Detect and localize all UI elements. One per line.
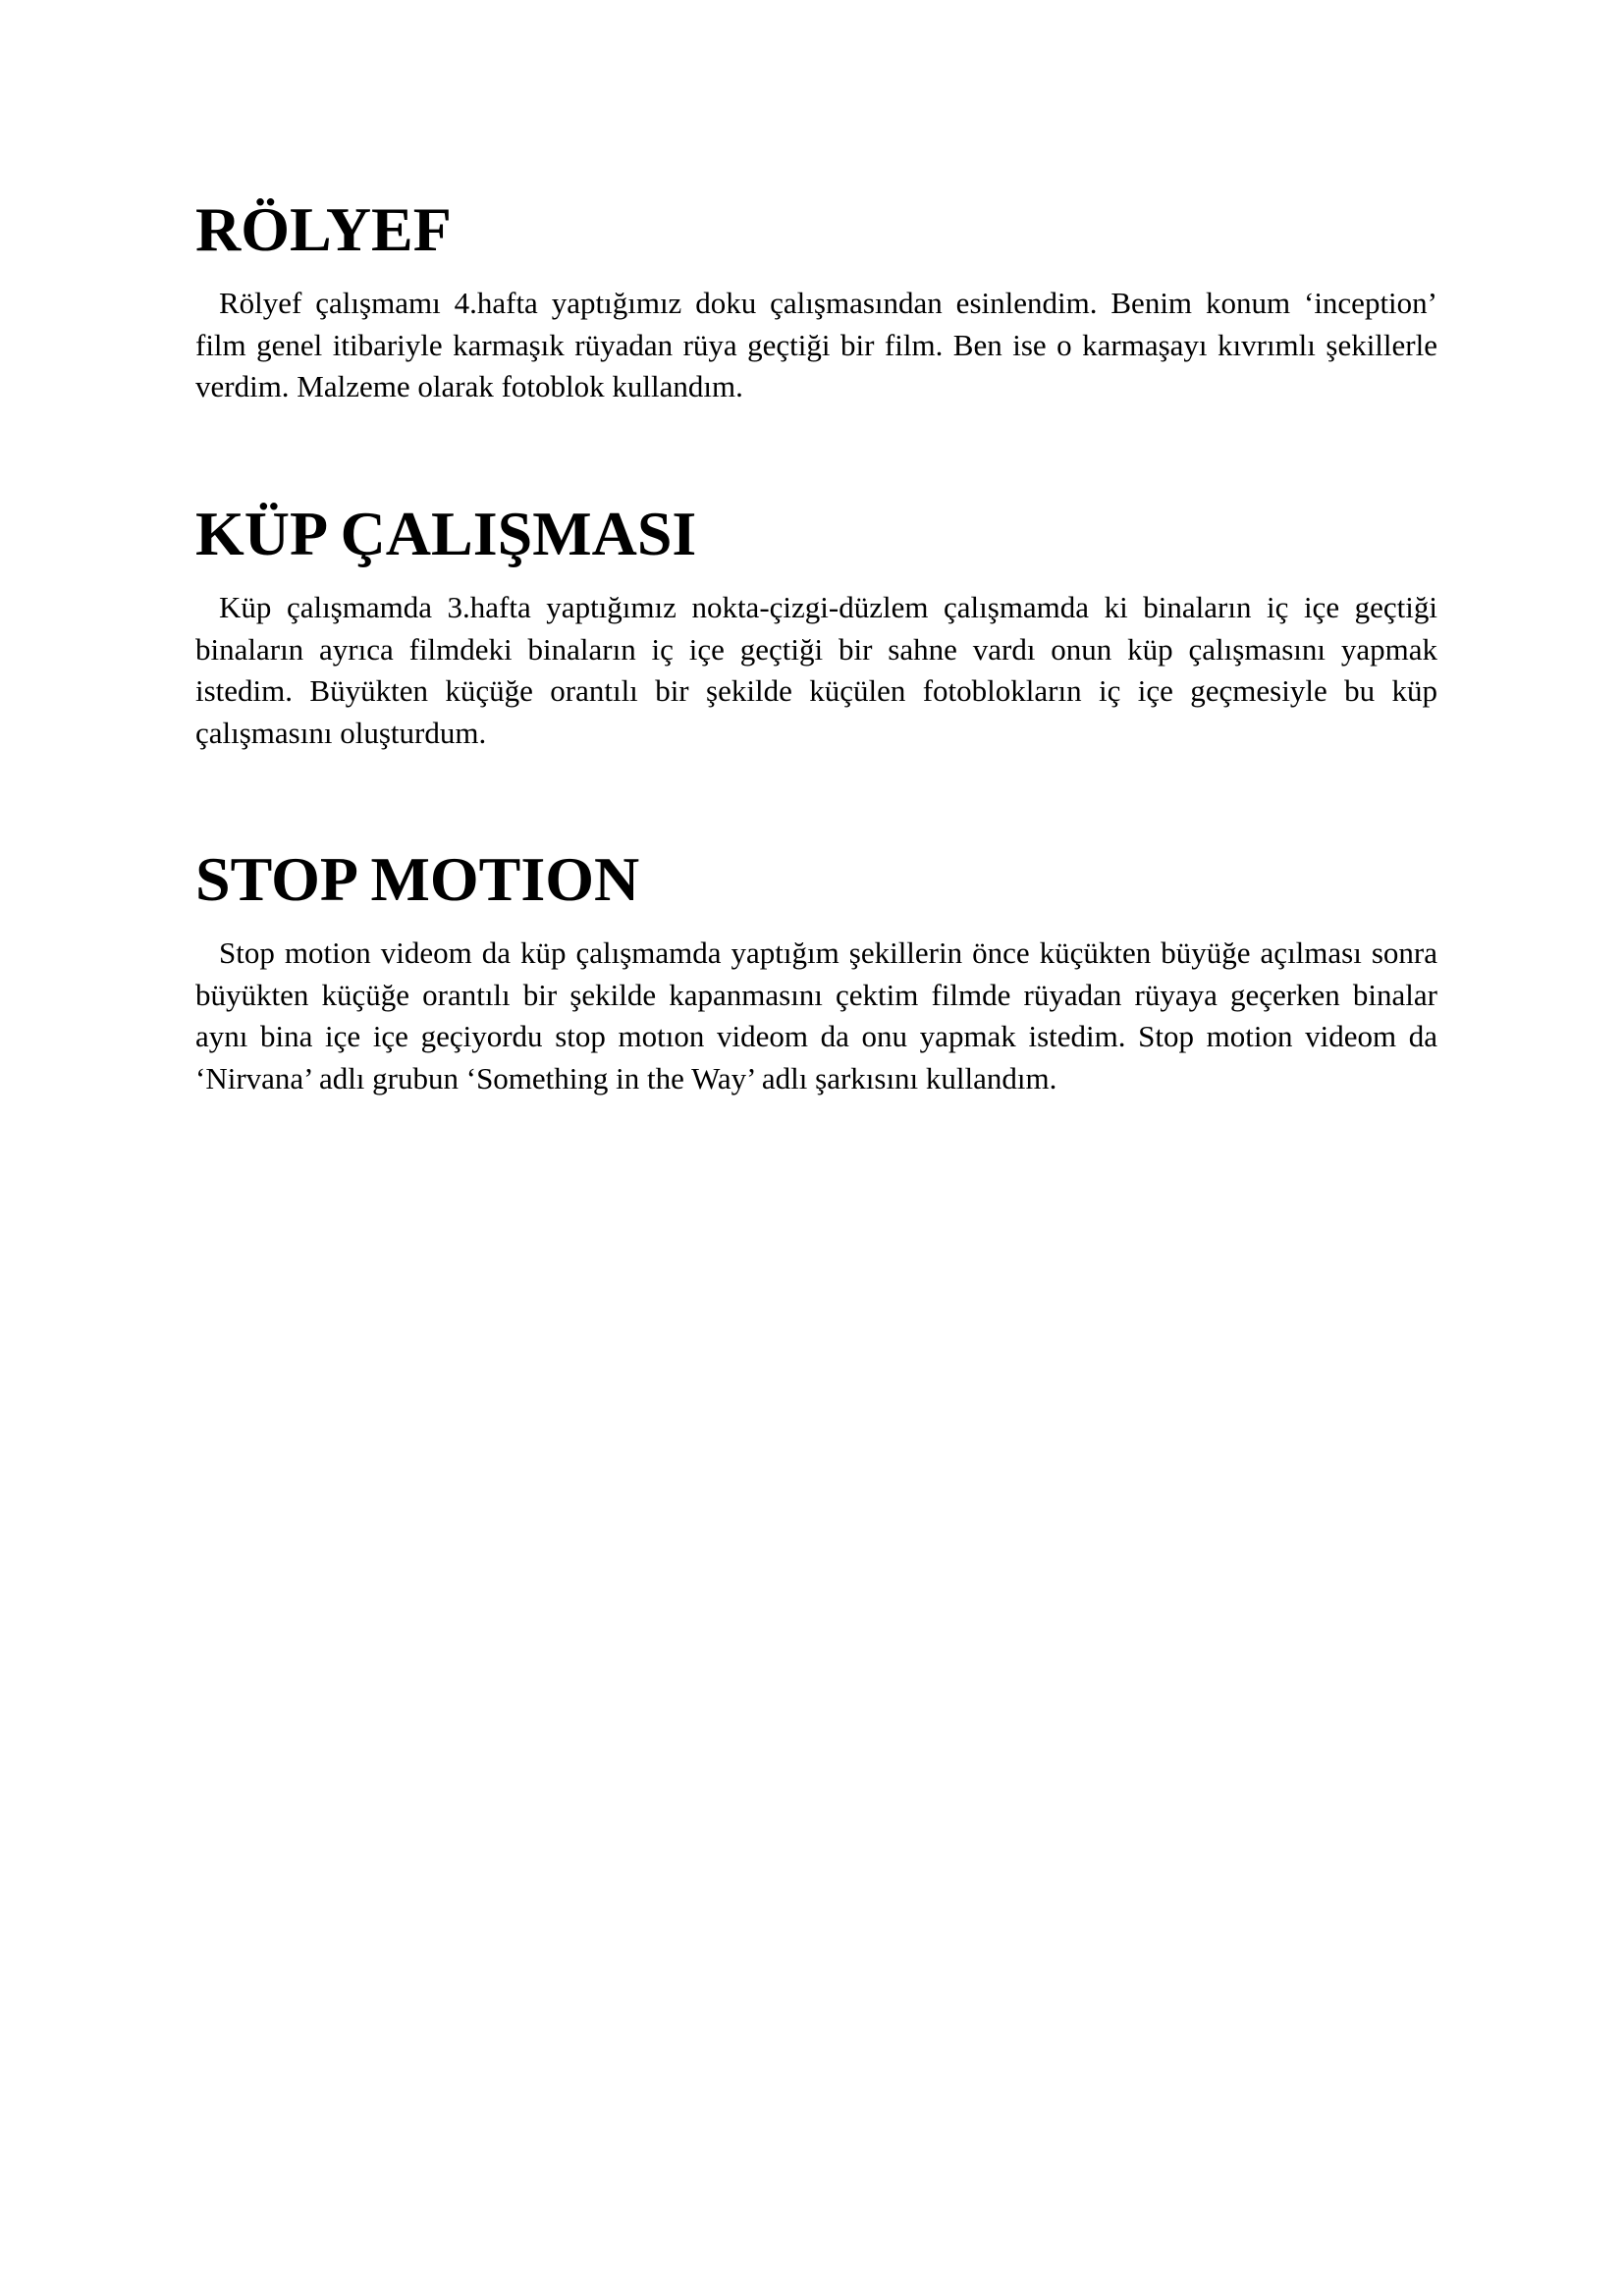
section-heading: RÖLYEF xyxy=(195,194,452,264)
section-paragraph: Stop motion videom da küp çalışmamda yaptığım şekillerin önce küçükten büyüğe açılması sonra büyükten küçüğe orantılı bir şekilde kapanmasını çektim filmde rüyadan rüyaya geçerken binalar aynı bina içe içe geçiyordu stop motıon videom da onu yapmak istedim. Stop motion videom da ‘Nirvana’ adlı grubun ‘Something in the Way’ adlı şarkısını kullandım. xyxy=(195,935,1437,1095)
section-paragraph: Rölyef çalışmamı 4.hafta yaptığımız doku çalışmasından esinlendim. Benim konum ‘inception’ film genel itibariyle karmaşık rüyadan rüya geçtiği bir film. Ben ise o karmaşayı kıvrımlı şekillerle verdim. Malzeme olarak fotoblok kullandım. xyxy=(195,286,1437,403)
section-heading: STOP MOTION xyxy=(195,844,640,914)
section-stop-motion xyxy=(195,844,1437,1099)
section-heading: KÜP ÇALIŞMASI xyxy=(195,499,697,568)
section-rolyef xyxy=(195,194,1437,408)
section-paragraph: Küp çalışmamda 3.hafta yaptığımız nokta-çizgi-düzlem çalışmamda ki binaların iç içe geçtiği binaların ayrıca filmdeki binaların iç içe geçtiği bir sahne vardı onun küp çalışmasını yapmak istedim. Büyükten küçüğe orantılı bir şekilde küçülen fotoblokların iç içe geçmesiyle bu küp çalışmasını oluşturdum. xyxy=(195,590,1437,750)
section-kup-calismasi xyxy=(195,499,1437,754)
